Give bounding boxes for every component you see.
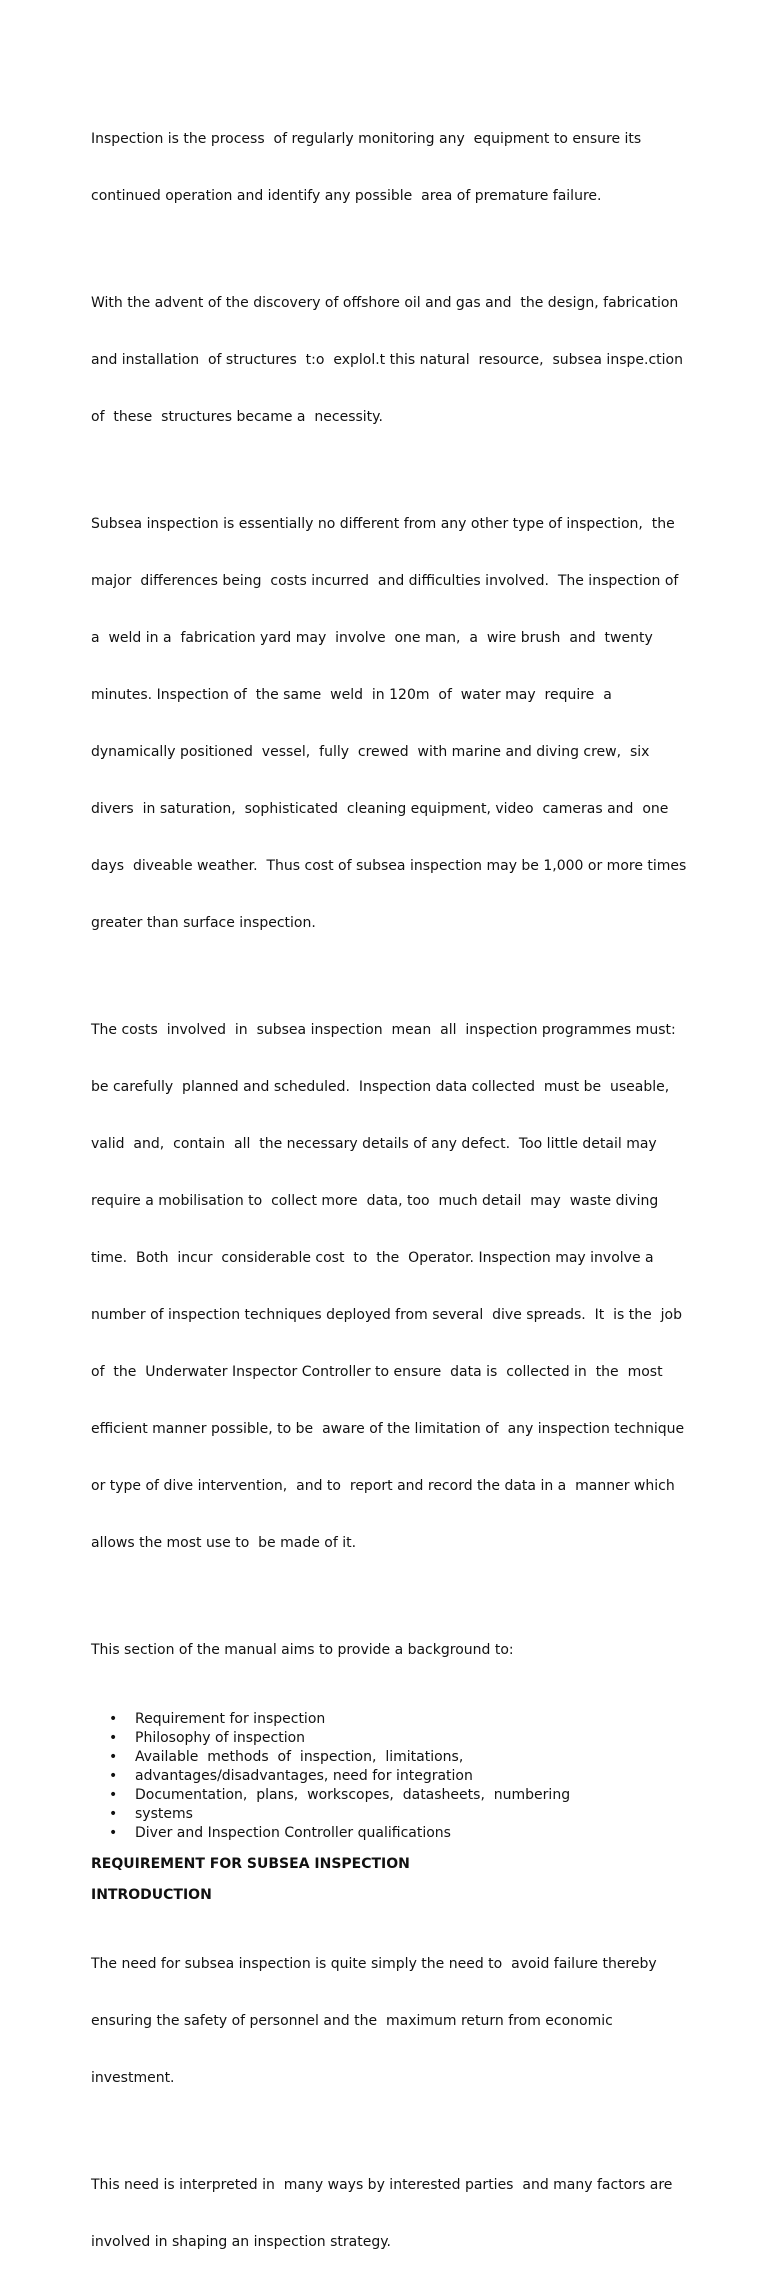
text-line: The costs involved in subsea inspection mean all inspection programmes must: bbox=[91, 1022, 676, 1038]
text-line: ensuring the safety of personnel and the maximum return from economic bbox=[91, 2013, 613, 2029]
paragraph-subsea-comparison bbox=[91, 477, 687, 971]
text-line: of these structures became a necessity. bbox=[91, 409, 383, 425]
bullet-item: • systems bbox=[135, 1805, 678, 1824]
text-line: major differences being costs incurred and difficulties involved. The inspection of bbox=[91, 573, 679, 589]
text-line: involved in shaping an inspection strategy. bbox=[91, 2234, 391, 2250]
text-line: efficient manner possible, to be aware of the limitation of any inspection technique bbox=[91, 1421, 685, 1437]
bullet-item: • Available methods of inspection, limitations, bbox=[135, 1748, 678, 1767]
text-line: and installation of structures t:o explol.t this natural resource, subsea inspe.ction bbox=[91, 352, 683, 368]
paragraph-costs bbox=[91, 983, 685, 1591]
bullet-item: • Requirement for inspection bbox=[135, 1710, 678, 1729]
text-line: days diveable weather. Thus cost of subsea inspection may be 1,000 or more times bbox=[91, 858, 687, 874]
bullet-item: • Documentation, plans, workscopes, datasheets, numbering bbox=[135, 1786, 678, 1805]
paragraph-interpretation bbox=[91, 2138, 678, 2290]
paragraph-inspection-definition bbox=[91, 92, 678, 244]
text-line: a weld in a fabrication yard may involve one man, a wire brush and twenty bbox=[91, 630, 653, 646]
text-line: greater than surface inspection. bbox=[91, 915, 316, 931]
paragraph-offshore-advent bbox=[91, 256, 683, 465]
text-line: be carefully planned and scheduled. Inspection data collected must be useable, bbox=[91, 1079, 670, 1095]
paragraph-need-for-inspection bbox=[91, 1917, 678, 2126]
bullet-item: • advantages/disadvantages, need for integration bbox=[135, 1767, 678, 1786]
bullet-item: • Diver and Inspection Controller qualifications bbox=[135, 1824, 678, 1843]
bullet-item: • Philosophy of inspection bbox=[135, 1729, 678, 1748]
text-line: or type of dive intervention, and to report and record the data in a manner which bbox=[91, 1478, 675, 1494]
paragraph-section-aims bbox=[91, 1603, 678, 1698]
section-heading: REQUIREMENT FOR SUBSEA INSPECTION bbox=[91, 1856, 410, 1872]
text-line: continued operation and identify any possible area of premature failure. bbox=[91, 188, 602, 204]
text-line: of the Underwater Inspector Controller to ensure data is collected in the most bbox=[91, 1364, 663, 1380]
text-line: This need is interpreted in many ways by interested parties and many factors are bbox=[91, 2177, 673, 2193]
text-line: minutes. Inspection of the same weld in 120m of water may require a bbox=[91, 687, 612, 703]
text-line: The need for subsea inspection is quite simply the need to avoid failure thereby bbox=[91, 1956, 657, 1972]
text-line: require a mobilisation to collect more data, too much detail may waste diving bbox=[91, 1193, 659, 1209]
text-line: number of inspection techniques deployed from several dive spreads. It is the job bbox=[91, 1307, 682, 1323]
subsection-heading: INTRODUCTION bbox=[91, 1887, 212, 1903]
text-line: allows the most use to be made of it. bbox=[91, 1535, 357, 1551]
text-line: Subsea inspection is essentially no different from any other type of inspection, the bbox=[91, 516, 675, 532]
text-line: dynamically positioned vessel, fully crewed with marine and diving crew, six bbox=[91, 744, 650, 760]
text-line: With the advent of the discovery of offshore oil and gas and the design, fabrication bbox=[91, 295, 679, 311]
text-line: time. Both incur considerable cost to the Operator. Inspection may involve a bbox=[91, 1250, 654, 1266]
text-line: valid and, contain all the necessary details of any defect. Too little detail may bbox=[91, 1136, 657, 1152]
text-line: divers in saturation, sophisticated cleaning equipment, video cameras and one bbox=[91, 801, 669, 817]
text-line: This section of the manual aims to provide a background to: bbox=[91, 1642, 514, 1658]
text-line: investment. bbox=[91, 2070, 175, 2086]
background-bullet-list bbox=[91, 1710, 678, 1843]
text-line: Inspection is the process of regularly monitoring any equipment to ensure its bbox=[91, 131, 642, 147]
